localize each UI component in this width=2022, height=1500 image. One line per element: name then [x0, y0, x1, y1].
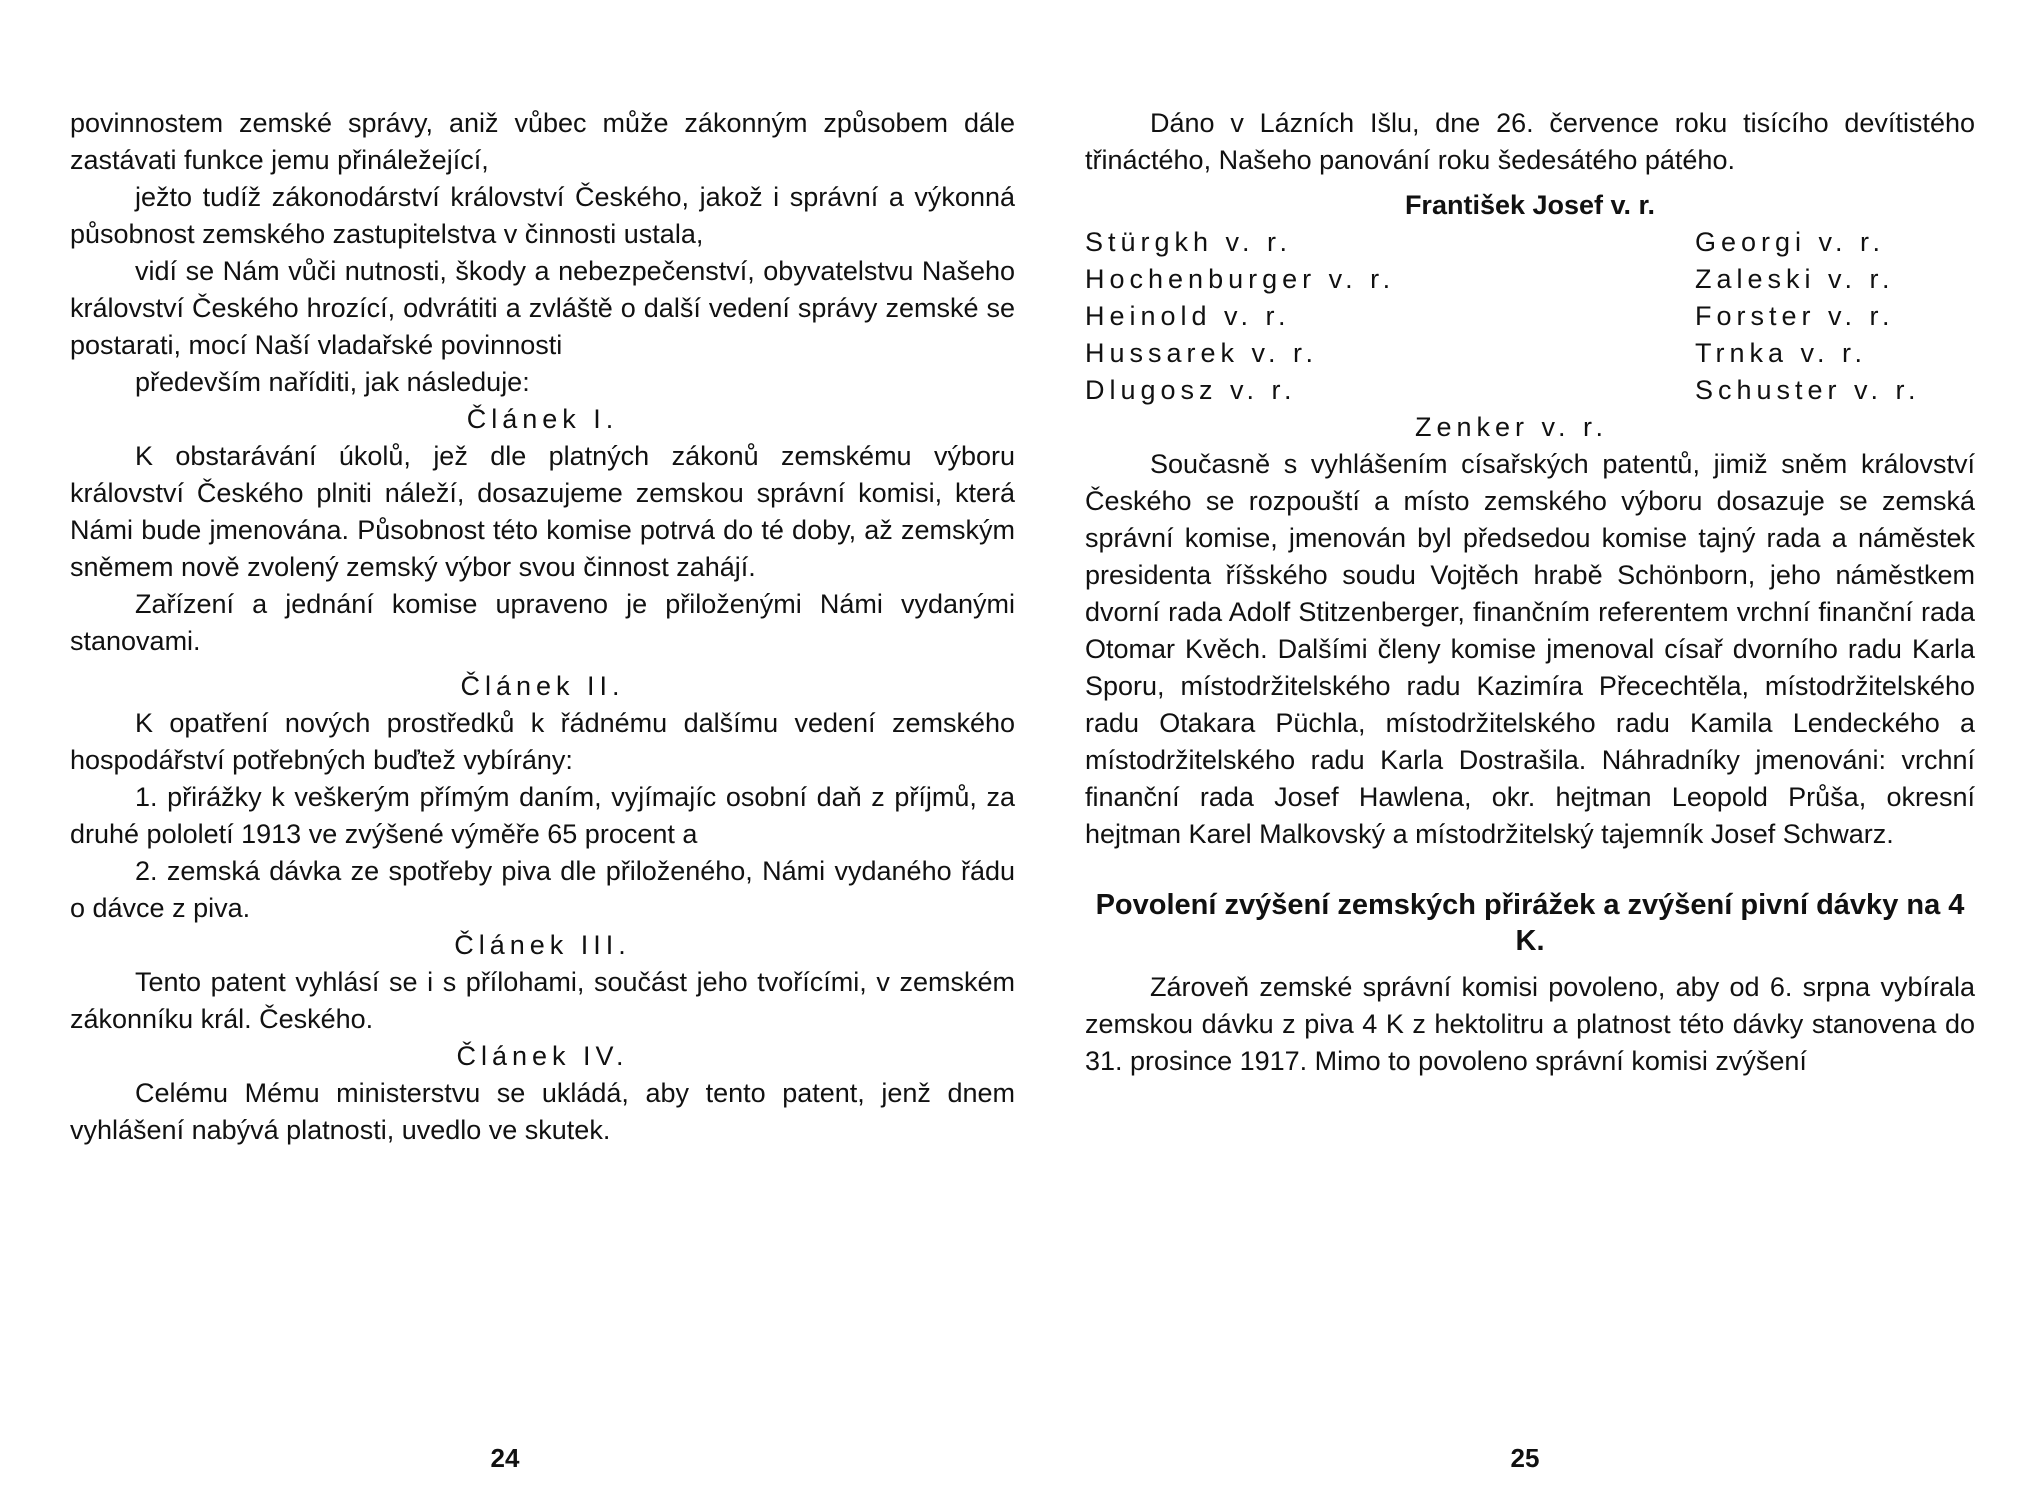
signatory: Zaleski v. r. — [1695, 264, 1895, 294]
commission-paragraph: Současně s vyhlášením císařských patentů, jimiž sněm království Českého se rozpouští a místo zemského výboru dosazuje se zemská správní komise, jmenován byl předsedou komise tajný rada a náměstek presidenta říšského soudu Vojtěch hrabě Schönborn, jeho náměstkem dvorní rada Adolf Stitzenberger, finančním referentem vrchní finanční rada Otomar Kvěch. Dalšími členy komise jmenoval císař dvorního radu Karla Sporu, místodržitelského radu Kazimíra Přecechtěla, místodržitelského radu Otakara Püchla, místodržitelského radu Kamila Lendeckého a místodržitelského radu Karla Dostrašila. Náhradníky jmenováni: vrchní finanční rada Josef Hawlena, okr. hejtman Leopold Průša, okresní hejtman Karel Malkovský a místodržitelský tajemník Josef Schwarz. — [1085, 449, 1975, 849]
article-1-text: K obstarávání úkolů, jež dle platných zákonů zemskému výboru království Českého plniti náleží, dosazujeme zemskou správní komisi, která Námi bude jmenována. Působnost této komise potrvá do té doby, až zemským sněmem nově zvolený zemský výbor svou činnost zahájí. — [70, 441, 1015, 582]
page-number-left: 24 — [490, 1443, 520, 1473]
paragraph-vidi: vidí se Nám vůči nutnosti, škody a nebezpečenství, obyvatelstvu Našeho království Českého hrozící, odvrátiti a zvláště o další vedení správy zemské se postarati, mocí Naší vladařské povinnosti — [70, 256, 1015, 360]
intro-text: povinnostem zemské správy, aniž vůbec může zákonným způsobem dále zastávati funkce jemu přináležející, — [70, 108, 1015, 175]
article-3-text: Tento patent vyhlásí se i s přílohami, součást jeho tvořícími, v zemském zákonníku král. Českého. — [70, 967, 1015, 1034]
signatory: Schuster v. r. — [1695, 375, 1921, 405]
signatory: Forster v. r. — [1695, 301, 1895, 331]
signatory: Hussarek v. r. — [1085, 338, 1319, 368]
beer-levy-paragraph: Zároveň zemské správní komisi povoleno, aby od 6. srpna vybírala zemskou dávku z piva 4 K z hektolitru a platnost této dávky stanovena do 31. prosince 1917. Mimo to povoleno správní komisi zvýšení — [1085, 972, 1975, 1076]
signatory: Dlugosz v. r. — [1085, 375, 1297, 405]
section-heading: Povolení zvýšení zemských přirážek a zvýšení pivní dávky na 4 K. — [1095, 889, 1965, 957]
signatories-list — [1085, 224, 1975, 446]
article-3-heading: Článek III. — [454, 930, 631, 960]
signatory: Heinold v. r. — [1085, 301, 1291, 331]
page-number-right: 25 — [1510, 1443, 1540, 1473]
article-4-heading: Článek IV. — [456, 1041, 629, 1071]
article-4-text: Celému Mému ministerstvu se ukládá, aby tento patent, jenž dnem vyhlášení nabývá platnosti, uvedlo ve skutek. — [70, 1078, 1015, 1145]
signatory: Georgi v. r. — [1695, 227, 1886, 257]
emperor-signature: František Josef v. r. — [1404, 190, 1656, 220]
signatory: Stürgkh v. r. — [1085, 227, 1293, 257]
article-2-item-2: 2. zemská dávka ze spotřeby piva dle přiloženého, Námi vydaného řádu o dávce z piva. — [70, 856, 1015, 923]
left-page — [70, 105, 1015, 1149]
article-2-item-1: 1. přirážky k veškerým přímým daním, vyjímajíc osobní daň z příjmů, za druhé pololetí 1913 ve zvýšené výměře 65 procent a — [70, 782, 1015, 849]
dated-paragraph: Dáno v Lázních Išlu, dne 26. července roku tisícího devítistého třináctého, Našeho panování roku šedesátého pátého. — [1085, 108, 1975, 175]
article-1-text-2: Zařízení a jednání komise upraveno je přiloženými Námi vydanými stanovami. — [70, 589, 1015, 656]
article-2-text: K opatření nových prostředků k řádnému dalšímu vedení zemského hospodářství potřebných buďtež vybírány: — [70, 708, 1015, 775]
signatory: Hochenburger v. r. — [1085, 264, 1396, 294]
paragraph-predevsim: především naříditi, jak následuje: — [135, 367, 530, 397]
article-1-heading: Článek I. — [466, 404, 619, 434]
signatory: Trnka v. r. — [1695, 338, 1868, 368]
paragraph-jezto: ježto tudíž zákonodárství království Českého, jakož i správní a výkonná působnost zemského zastupitelstva v činnosti ustala, — [70, 182, 1015, 249]
article-2-heading: Článek II. — [460, 671, 625, 701]
last-signatory: Zenker v. r. — [1415, 412, 1609, 442]
right-page — [1085, 105, 1975, 1080]
